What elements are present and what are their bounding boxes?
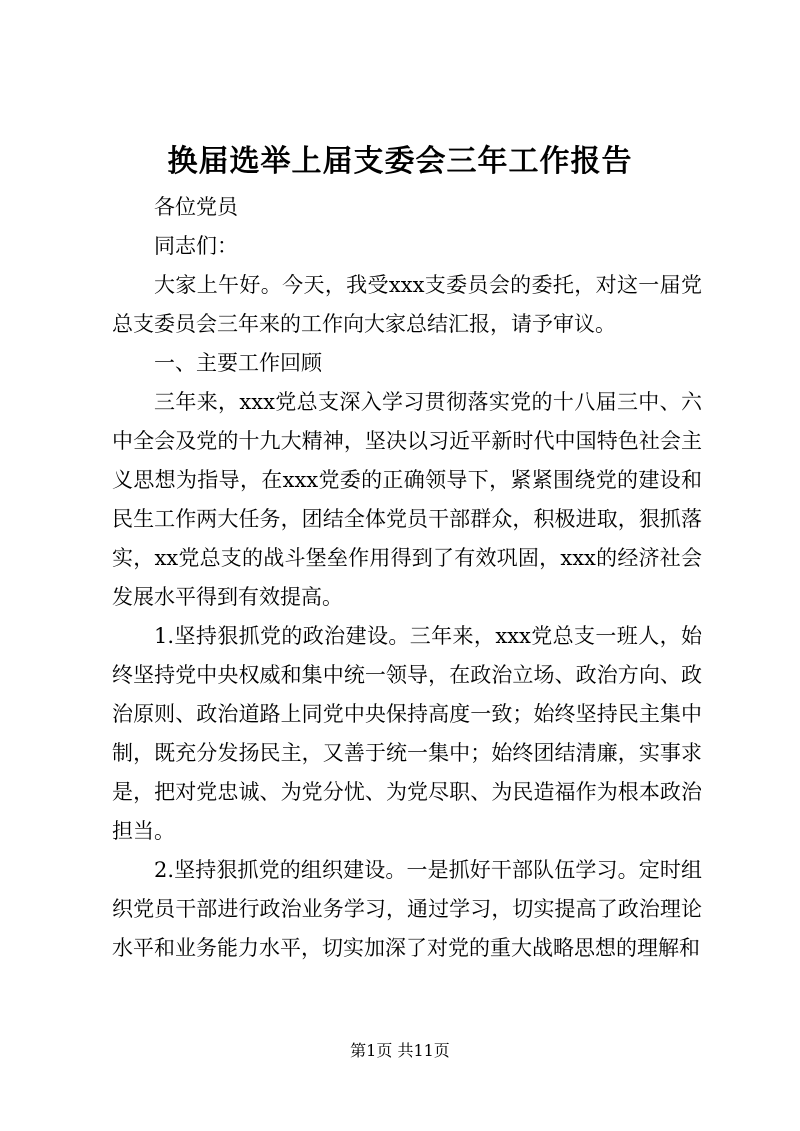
page-number: 第1页 共11页	[350, 1041, 450, 1060]
salutation-comrades: 同志们：	[154, 234, 238, 258]
section-heading-review: 一、主要工作回顾	[154, 351, 322, 375]
paragraph-political-building: 1.坚持狠抓党的政治建设。三年来，xxx党总支一班人，始终坚持党中央权威和集中统一领导，在政治立场、政治方向、政治原则、政治道路上同党中央保持高度一致；始终坚持民主集中制，既充分发扬民主，又善于统一集中；始终团结清廉，实事求是，把对党忠诚、为党分忧、为党尽职、为民造福作为根本政治担当。	[112, 624, 702, 843]
paragraph-overview: 三年来，xxx党总支深入学习贯彻落实党的十八届三中、六中全会及党的十九大精神，坚决以习近平新时代中国特色社会主义思想为指导，在xxx党委的正确领导下，紧紧围绕党的建设和民生工作两大任务，团结全体党员干部群众，积极进取，狠抓落实，xx党总支的战斗堡垒作用得到了有效巩固，xxx的经济社会发展水平得到有效提高。	[112, 390, 702, 609]
paragraph-opening: 大家上午好。今天，我受xxx支委员会的委托，对这一届党总支委员会三年来的工作向大家总结汇报，请予审议。	[112, 273, 702, 336]
paragraph-organization-building: 2.坚持狠抓党的组织建设。一是抓好干部队伍学习。定时组织党员干部进行政治业务学习，通过学习，切实提高了政治理论水平和业务能力水平，切实加深了对党的重大战略思想的理解和	[112, 858, 702, 960]
document-body	[112, 188, 702, 968]
salutation-members: 各位党员	[154, 195, 238, 219]
document-title: 换届选举上届支委会三年工作报告	[167, 144, 633, 179]
